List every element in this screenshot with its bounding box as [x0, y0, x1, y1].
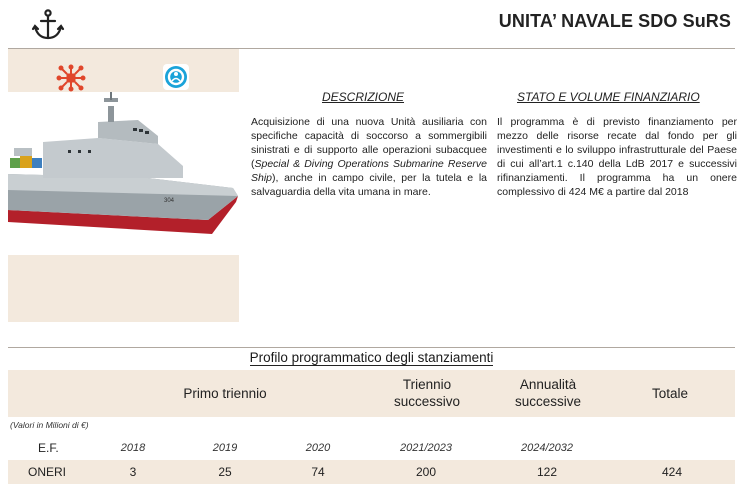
year-cell: 2019	[212, 442, 238, 454]
values-unit-note: (Valori in Milioni di €)	[10, 420, 89, 430]
header-totale: Totale	[651, 386, 689, 401]
ef-label: E.F.	[38, 441, 59, 455]
descrizione-text: Acquisizione di una nuova Unità ausiliaria con specifiche capacità di soccorso a sommergibili sinistrati e di supporto alle operazioni subacquee (Special & Diving Operations Submarine Reserve Ship), anche in campo civile, per la tutela e la salvaguardia della vita umana in mare.	[251, 116, 487, 198]
svg-text:304: 304	[164, 198, 175, 204]
year-cell: 2024/2032	[521, 442, 573, 454]
oneri-total-cell: 424	[661, 465, 683, 479]
rescue-network-icon	[56, 64, 86, 92]
header-triennio-successivo: Triennio successivo	[393, 377, 461, 409]
year-cell: 2020	[305, 442, 331, 454]
oneri-cell: 3	[129, 465, 137, 479]
page-title: UNITA’ NAVALE SDO SuRS	[498, 11, 731, 31]
stato-heading: STATO E VOLUME FINANZIARIO	[517, 90, 700, 104]
oneri-cell: 200	[415, 465, 437, 479]
ship-image	[8, 92, 239, 255]
anchor-icon	[30, 8, 66, 42]
stato-text: Il programma è di previsto finanziamento per mezzo delle risorse recate dal fondo per gli investimenti e lo sviluppo infrastrutturale del Paese di cui all’art.1 c.140 della LdB 2017 e successivi rifinanziamenti. Il programma ha un onere complessivo di 424 M€ a partire dal 2018	[497, 116, 737, 198]
header-annualita-successive: Annualità successive	[514, 377, 582, 409]
oneri-label: ONERI	[28, 465, 67, 479]
year-cell: 2021/2023	[400, 442, 452, 454]
oneri-cell: 122	[536, 465, 558, 479]
year-cell: 2018	[120, 442, 146, 454]
lifebuoy-icon	[163, 64, 189, 90]
profilo-title: Profilo programmatico degli stanziamenti	[249, 350, 494, 365]
descrizione-heading: DESCRIZIONE	[322, 90, 405, 104]
table-header-band	[8, 370, 735, 417]
header-primo-triennio: Primo triennio	[183, 386, 267, 401]
profilo-divider	[8, 347, 735, 348]
oneri-cell: 25	[218, 465, 232, 479]
oneri-cell: 74	[311, 465, 325, 479]
